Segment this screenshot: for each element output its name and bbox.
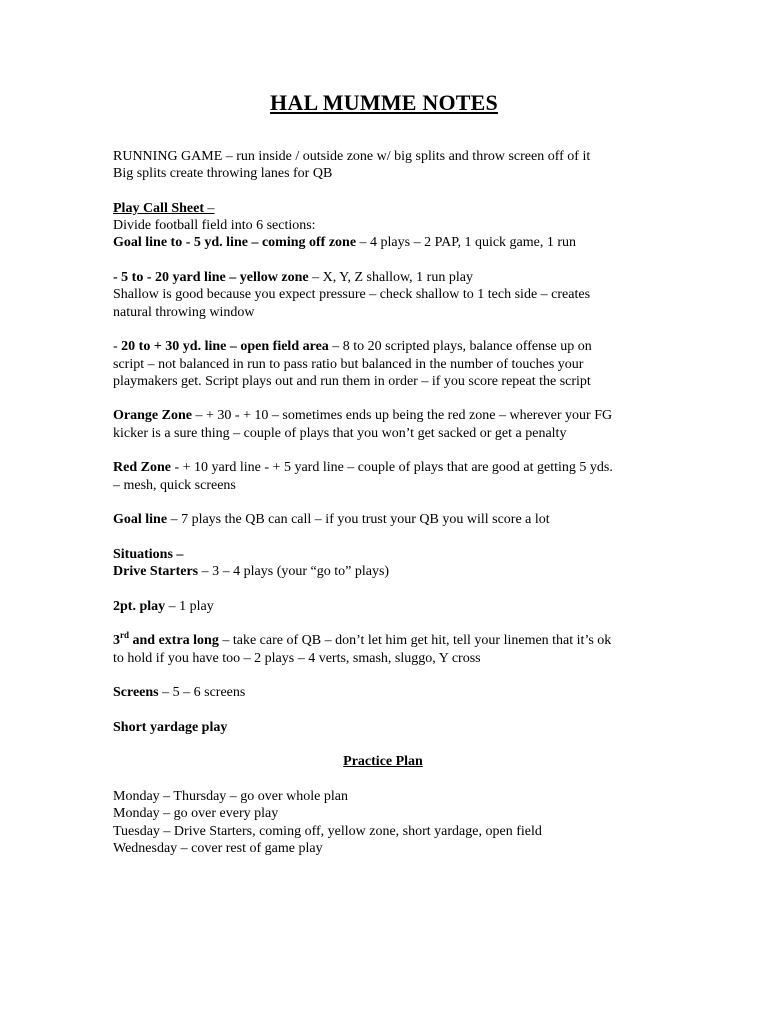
yellow-zone-text: – X, Y, Z shallow, 1 run play — [308, 270, 473, 286]
running-game-line-1: RUNNING GAME – run inside / outside zone w/ big splits and throw screen off of it — [113, 149, 591, 164]
goal-line-zone-text: – 4 plays – 2 PAP, 1 quick game, 1 run — [356, 235, 577, 251]
play-call-sheet-section — [113, 200, 673, 252]
yellow-zone-label: - 5 to - 20 yard line – yellow zone — [113, 270, 309, 286]
practice-plan-heading-wrap — [113, 753, 653, 770]
third-and-long-label: and extra long — [129, 633, 219, 649]
play-call-sheet-heading: Play Call Sheet — [113, 200, 208, 216]
third-and-long-text: – take care of QB – don’t let him get hit, tell your linemen that it’s ok — [218, 633, 612, 649]
orange-zone-line-2: kicker is a sure thing – couple of plays that you won’t get sacked or get a penalty — [113, 425, 567, 441]
yellow-zone-line-2: Shallow is good because you expect pressure – check shallow to 1 tech side – creates — [113, 287, 591, 303]
red-zone-label: Red Zone — [113, 460, 171, 476]
goal-line-line — [113, 511, 673, 528]
page-title: HAL MUMME NOTES — [270, 90, 498, 115]
practice-plan-item: Monday – Thursday – go over whole plan — [113, 788, 348, 804]
orange-zone-text: – + 30 - + 10 – sometimes ends up being the red zone – wherever your FG — [191, 408, 613, 424]
yellow-zone-section — [113, 269, 673, 321]
third-and-long-ordinal: rd — [120, 629, 129, 640]
running-game-section — [113, 148, 673, 183]
short-yardage-section — [113, 719, 673, 736]
goal-line-zone-label: Goal line to - 5 yd. line – coming off zone — [113, 235, 357, 251]
goal-line-text: – 7 plays the QB can call – if you trust your QB you will score a lot — [167, 512, 550, 528]
orange-zone-section — [113, 407, 673, 442]
goal-line-zone-line — [113, 234, 673, 251]
open-field-section — [113, 338, 673, 390]
third-and-long-section — [113, 629, 673, 667]
document-body — [113, 148, 673, 857]
red-zone-line-2: – mesh, quick screens — [113, 477, 236, 493]
practice-plan-heading: Practice Plan — [343, 754, 423, 770]
drive-starters-text: – 3 – 4 plays (your “go to” plays) — [198, 564, 390, 580]
third-and-long-line-2: to hold if you have too – 2 plays – 4 verts, smash, sluggo, Y cross — [113, 650, 481, 666]
practice-plan-item: Wednesday – cover rest of game play — [113, 840, 323, 856]
two-point-label: 2pt. play — [113, 598, 166, 614]
red-zone-section — [113, 459, 673, 494]
practice-plan-heading-section — [113, 753, 673, 770]
open-field-line-1 — [113, 338, 673, 355]
drive-starters-label: Drive Starters — [113, 564, 199, 580]
yellow-zone-line-3: natural throwing window — [113, 304, 255, 320]
short-yardage-line — [113, 719, 673, 736]
red-zone-line-1 — [113, 459, 673, 476]
two-point-text: – 1 play — [165, 598, 214, 614]
yellow-zone-line-1 — [113, 269, 673, 286]
situations-heading-line — [113, 546, 673, 563]
two-point-line — [113, 598, 673, 615]
play-call-sheet-intro: Divide football field into 6 sections: — [113, 218, 316, 234]
open-field-prefix: - — [113, 339, 122, 355]
situations-heading: Situations – — [113, 546, 184, 562]
drive-starters-line — [113, 563, 673, 580]
open-field-line-3: playmakers get. Script plays out and run them in order – if you score repeat the script — [113, 373, 591, 389]
practice-plan-item: Monday – go over every play — [113, 806, 279, 822]
screens-section — [113, 684, 673, 701]
goal-line-label: Goal line — [113, 512, 168, 528]
orange-zone-label: Orange Zone — [113, 408, 192, 424]
screens-text: – 5 – 6 screens — [158, 685, 246, 701]
situations-section — [113, 546, 673, 581]
open-field-label: 20 to + 30 yd. line – open field area — [121, 339, 329, 355]
screens-line — [113, 684, 673, 701]
orange-zone-line-1 — [113, 407, 673, 424]
red-zone-text: - + 10 yard line - + 5 yard line – couple of plays that are good at getting 5 yds. — [170, 460, 613, 476]
play-call-sheet-heading-dash: – — [207, 200, 215, 216]
practice-plan-list — [113, 788, 673, 857]
goal-line-section — [113, 511, 673, 528]
open-field-line-2: script – not balanced in run to pass ratio but balanced in the number of touches your — [113, 356, 584, 372]
play-call-sheet-heading-line — [113, 200, 673, 217]
open-field-text: – 8 to 20 scripted plays, balance offense up on — [328, 339, 592, 355]
practice-plan-item: Tuesday – Drive Starters, coming off, yellow zone, short yardage, open field — [113, 823, 542, 839]
third-and-long-number: 3 — [113, 633, 120, 649]
third-and-long-line-1 — [113, 629, 673, 649]
screens-label: Screens — [113, 685, 159, 701]
running-game-line-2: Big splits create throwing lanes for QB — [113, 166, 333, 182]
short-yardage-label: Short yardage play — [113, 719, 228, 735]
two-point-section — [113, 598, 673, 615]
